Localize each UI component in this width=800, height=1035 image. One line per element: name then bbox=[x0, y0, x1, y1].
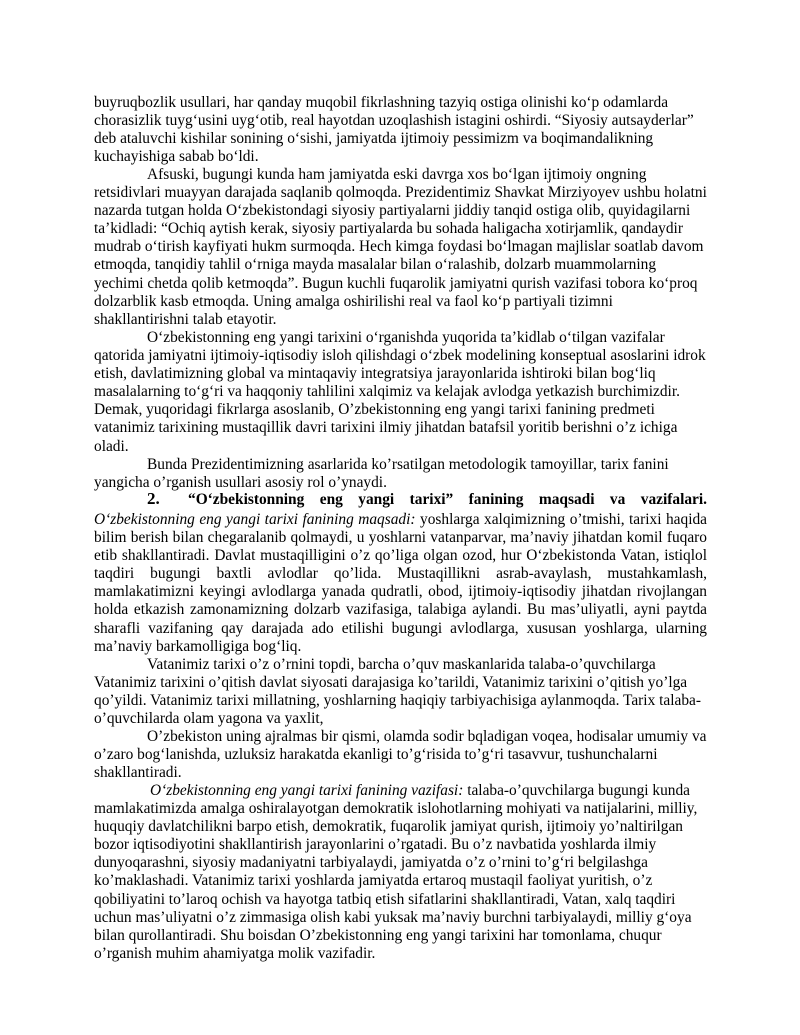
paragraph-4: Bunda Prezidentimizning asarlarida ko’rsatilgan metodologik tamoyillar, tarix fanini yangicha o’rganish usullari asosiy rol o’ynaydi. bbox=[94, 456, 669, 492]
paragraph-3: O‘zbekistonning eng yangi tarixini o‘rganishda yuqorida ta’kidlab o‘tilgan vazifalar qatorida jamiyatni ijtimoiy-iqtisodiy isloh qilishdagi o‘zbek modelining konseptual asoslarini idrok etish, davlatimizning global va mintaqaviy integratsiya jarayonlarida ishtiroki bilan bog‘liq masalalarning to‘g‘ri va haqqoniy tahlilini xalqimiz va kelajak avlodga yetkazish burchimizdir. Demak, yuqoridagi fikrlarga asoslanib, O’zbekistonning eng yangi tarixi fanining predmeti vatanimiz tarixining mustaqillik davri tarixini ilmiy jihatdan batafsil yoritib berishni o’z ichiga oladi. bbox=[94, 329, 706, 455]
goal-text: yoshlarga xalqimizning o’tmishi, tarixi haqida bilim berish bilan chegaralanib qolmaydi, u yoshlarni vatanparvar, ma’naviy jihatdan komil fuqaro etib shakllantiradi. Davlat mustaqilligini o’z qo’liga olgan ozod, hur O‘zbekistonda Vatan, istiqlol taqdiri bugungi baxtli avlodlar qo’lida. Mustaqillikni asrab-avaylash, mustahkamlash, mamlakatimizni keyingi avlodlarga yanada qudratli, obod, ijtimoiy-iqtisodiy jihatdan rivojlangan holda etkazish zamonamizning dolzarb vazifasiga, talabiga aylandi. Bu mas’uliyatli, ayni paytda sharafli vazifaning qay darajada ado etilishi bugungi avlodlarga, xususan yoshlarga, ularning ma’naviy barkamolligiga bog‘liq. bbox=[94, 511, 707, 655]
section-number: 2. bbox=[147, 489, 160, 508]
task-lead: O‘zbekistonning eng yangi tarixi fanining vazifasi: bbox=[150, 782, 464, 799]
section-heading bbox=[94, 490, 707, 510]
paragraph-7: O’zbekiston uning ajralmas bir qismi, olamda sodir bqladigan voqea, hodisalar umumiy va o’zaro bog‘lanishda, uzluksiz harakatda ekanligi to’g‘risida to’g‘ri tasavvur, tushunchalarni shakllantiradi. bbox=[94, 728, 707, 782]
task-text: talaba-o’quvchilarga bugungi kunda mamlakatimizda amalga oshiralayotgan demokratik islohotlarning mohiyati va natijalarini, milliy, huquqiy davlatchilikni barpo etish, demokratik, fuqarolik jamiyat qurish, ijtimoiy yo’naltirilgan bozor iqtisodiyotini shakllantirish jarayonlarini o’rgatadi. Bu o’z navbatida yoshlarda ilmiy dunyoqarashni, siyosiy madaniyatni tarbiyalaydi, jamiyatda o’z o’rnini to’g‘ri belgilashga ko’maklashadi. Vatanimiz tarixi yoshlarda jamiyatda ertaroq mustaqil faoliyat yuritish, o’z qobiliyatini to’laroq ochish va hayotga tatbiq etish sifatlarini shakllantiradi, Vatan, xalq taqdiri uchun mas’uliyatni o’z zimmasiga olish kabi yuksak ma’naviy burchni tarbiyalaydi, milliy g‘oya bilan qurollantiradi. Shu boisdan O’zbekistonning eng yangi tarixini har tomonlama, chuqur o’rganish muhim ahamiyatga molik vazifadir. bbox=[94, 782, 698, 962]
paragraph-goal bbox=[94, 511, 707, 656]
goal-lead: O‘zbekistonning eng yangi tarixi fanining maqsadi: bbox=[94, 511, 416, 528]
paragraph-2: Afsuski, bugungi kunda ham jamiyatda eski davrga xos bo‘lgan ijtimoiy ongning retsidivlari muayyan darajada saqlanib qolmoqda. Prezidentimiz Shavkat Mirziyoyev ushbu holatni nazarda tutgan holda O‘zbekistondagi siyosiy partiyalarni jiddiy tanqid ostiga olib, quyidagilarni ta’kidladi: “Ochiq aytish kerak, siyosiy partiyalarda bu sohada haligacha xotirjamlik, qandaydir mudrab o‘tirish kayfiyati hukm surmoqda. Hech kimga foydasi bo‘lmagan majlislar soatlab davom etmoqda, tanqidiy tahlil o‘rniga mayda masalalar bilan o‘ralashib, dolzarb muammolarning yechimi chetda qolib ketmoqda”. Bugun kuchli fuqarolik jamiyatni qurish vazifasi tobora ko‘proq dolzarblik kasb etmoqda. Uning amalga oshirilishi real va faol ko‘p partiyali tizimni shakllantirishni talab etayotir. bbox=[94, 166, 707, 328]
paragraph-task bbox=[94, 782, 707, 963]
paragraph-1: buyruqbozlik usullari, har qanday muqobil fikrlashning tazyiq ostiga olinishi ko‘p odamlarda chorasizlik tuyg‘usini uyg‘otib, real hayotdan uzoqlashish istagini oshirdi. “Siyosiy autsayderlar” deb ataluvchi kishilar sonining o‘sishi, jamiyatda ijtimoiy pessimizm va boqimandalikning kuchayishiga sabab bo‘ldi. bbox=[94, 94, 694, 166]
section-title: “O‘zbekistonning eng yangi tarixi” fanining maqsadi va vazifalari. bbox=[188, 491, 707, 508]
paragraph-6: Vatanimiz tarixi o’z o’rnini topdi, barcha o’quv maskanlarida talaba-o’quvchilarga Vatanimiz tarixini o’qitish davlat siyosati darajasiga ko’tarildi, Vatanimiz tarixini o’qitish yo’lga qo’yildi. Vatanimiz tarixi millatning, yoshlarning haqiqiy tarbiyachisiga aylanmoqda. Tarix talaba-o’quvchilarda olam yagona va yaxlit, bbox=[94, 656, 701, 728]
